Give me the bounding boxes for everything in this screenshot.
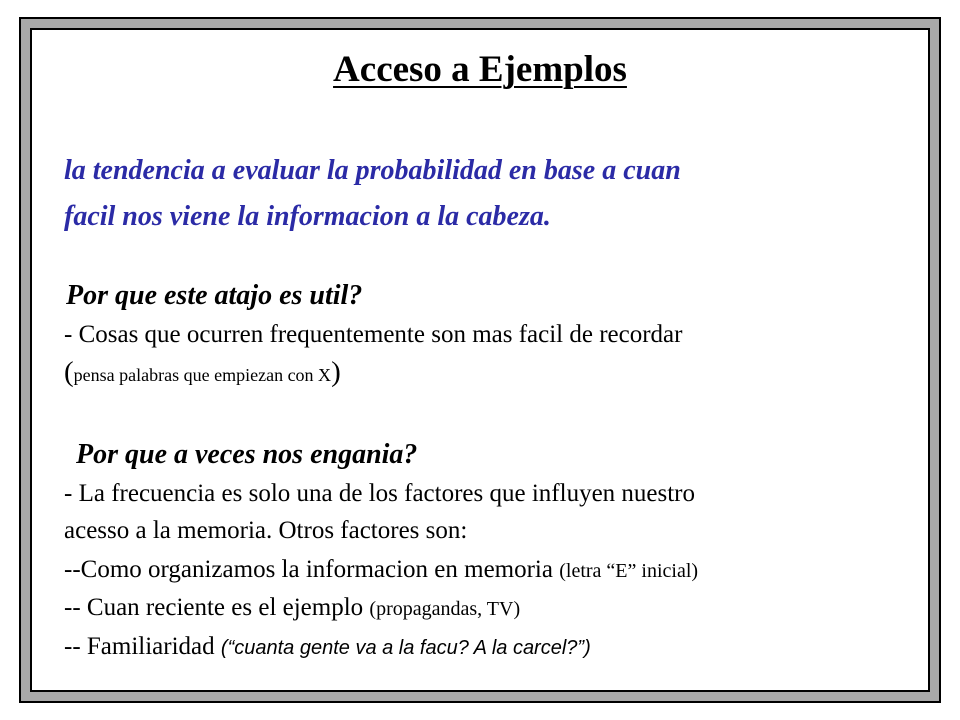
example-paren-open: (	[64, 356, 74, 388]
definition-line-2: facil nos viene la informacion a la cabeza.	[64, 201, 551, 232]
factor-familiarity-main: -- Familiaridad	[64, 633, 215, 660]
definition-line-1: la tendencia a evaluar la probabilidad en base a cuan	[64, 155, 681, 186]
factor-recency-note: (propagandas, TV)	[369, 598, 521, 620]
factor-organization-main: --Como organizamos la informacion en memoria	[64, 556, 553, 583]
section-heading-misleads: Por que a veces nos engania?	[76, 439, 418, 470]
factor-recency	[64, 592, 520, 625]
slide-title: Acceso a Ejemplos	[333, 49, 627, 90]
factor-familiarity-note: (“cuanta gente va a la facu? A la carcel?”)	[220, 637, 591, 659]
factor-familiarity	[64, 631, 591, 664]
example-paren-close: )	[331, 356, 341, 388]
useful-example	[64, 356, 341, 391]
factor-recency-main: -- Cuan reciente es el ejemplo	[64, 594, 364, 621]
misleads-point-1: - La frecuencia es solo una de los factores que influyen nuestro	[64, 480, 696, 507]
useful-point-1: - Cosas que ocurren frequentemente son mas facil de recordar	[64, 321, 683, 348]
example-text: pensa palabras que empiezan con X	[73, 365, 332, 385]
factor-organization	[64, 554, 698, 587]
misleads-point-2: acesso a la memoria. Otros factores son:	[64, 517, 468, 544]
definition-text	[64, 148, 924, 240]
factor-organization-note: (letra “E” inicial)	[559, 560, 699, 582]
section-heading-useful: Por que este atajo es util?	[66, 280, 363, 311]
